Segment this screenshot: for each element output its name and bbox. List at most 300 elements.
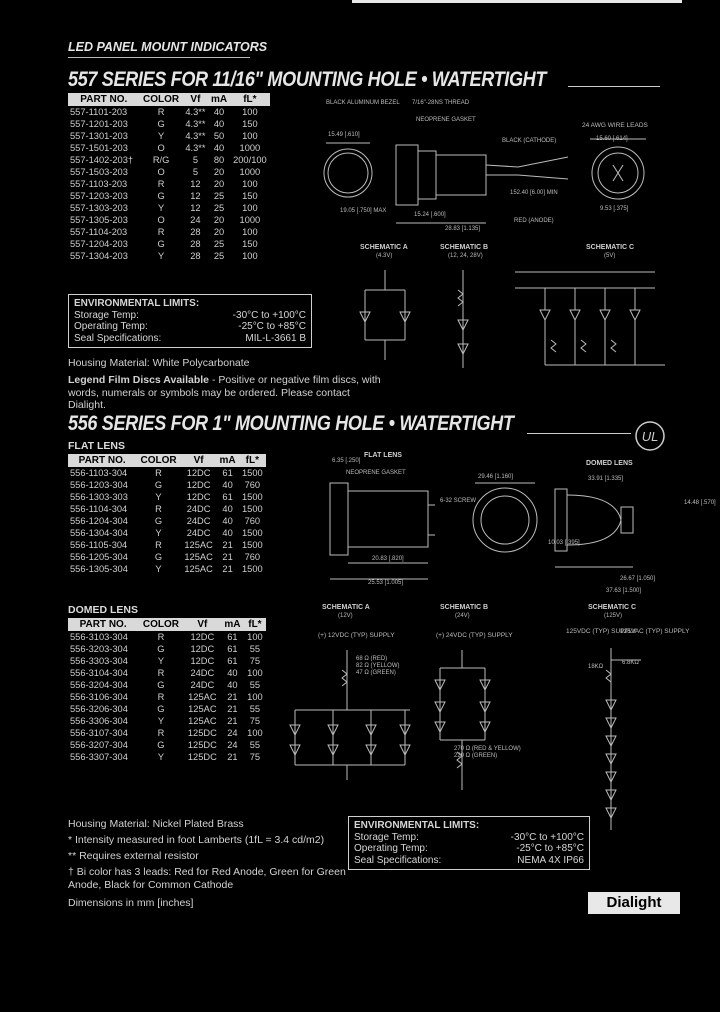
s556-domed-table-cell: 24DC — [190, 668, 215, 678]
s556-domed-table-cell: 556-3207-304 — [70, 740, 128, 750]
s556-domed-table-col-header: mA — [221, 618, 244, 631]
s556-flat-table-row — [68, 515, 266, 527]
env-label: Seal Specifications: — [354, 854, 442, 866]
s557-title-rule — [568, 86, 660, 87]
s557-table-cell: 100 — [242, 203, 258, 213]
s556-domed-table-cell: 556-3103-304 — [70, 632, 128, 642]
env-value: -25°C to +85°C — [516, 843, 584, 854]
s556-flat-table-cell: G — [154, 516, 163, 526]
label-max: 19.05 [.750] MAX — [340, 208, 387, 214]
s557-table-cell: 80 — [213, 155, 225, 165]
label-d2: 29.46 [1.160] — [478, 474, 514, 480]
s556-schematics — [285, 640, 685, 840]
s556-domed-table-row — [68, 703, 266, 715]
s557-table-cell: R — [157, 107, 165, 117]
label-d5: 37.63 [1.500] — [606, 588, 642, 594]
s557-table-cell: O — [157, 215, 165, 225]
s556-domed-table-row — [68, 667, 266, 679]
s556-flat-table-cell: 12DC — [186, 492, 211, 502]
s556-domed-table-row — [68, 691, 266, 703]
s556-flat-table-cell: 125AC — [184, 540, 213, 550]
s557-table-cell: 24 — [190, 215, 201, 225]
s556-domed-table-row — [68, 715, 266, 727]
s556-flat-table-cell: 24DC — [186, 516, 211, 526]
s557-table-cell: Y — [157, 131, 165, 141]
s556-schematic-a-title: SCHEMATIC A — [322, 604, 370, 611]
s556-flat-table-row — [68, 479, 266, 491]
s556-domed-table-row — [68, 727, 266, 739]
label-d8: 6.35 [.250] — [332, 458, 361, 464]
s556-flat-table-cell: 21 — [222, 552, 233, 562]
schematic-a-title: SCHEMATIC A — [360, 244, 408, 251]
s556-domed-table-cell: 55 — [249, 680, 261, 690]
env-label: Operating Temp: — [74, 321, 148, 332]
s557-table-cell: 20 — [213, 215, 225, 225]
domed-lens-label: DOMED LENS — [68, 604, 139, 616]
s556-domed-table-cell: 55 — [249, 644, 261, 654]
env-value: -30°C to +100°C — [232, 309, 306, 321]
s557-table-cell: 28 — [190, 251, 201, 261]
s557-table-col-header: Vf — [183, 93, 209, 106]
s556-flat-table — [68, 454, 266, 575]
s556-flat-table-col-header: COLOR — [136, 454, 180, 467]
s556-domed-table-cell: 556-3203-304 — [70, 644, 128, 654]
label-end1: 15.60 [.614] — [596, 136, 628, 142]
s557-table-cell: 150 — [242, 239, 258, 249]
s556-domed-table-col-header: COLOR — [138, 618, 183, 631]
s557-table-row — [68, 202, 270, 214]
label-gasket-556: NEOPRENE GASKET — [346, 470, 406, 476]
s556-domed-table-cell: 100 — [247, 632, 263, 642]
s556-domed-table-col-header: fL* — [244, 618, 266, 631]
s556-domed-table-cell: G — [157, 740, 165, 750]
s557-table-row — [68, 130, 270, 142]
s557-table-cell: 557-1501-203 — [70, 143, 128, 153]
s557-table-row — [68, 118, 270, 130]
s556-domed-table-cell: 12DC — [190, 656, 215, 666]
label-d4: 33.91 [1.335] — [588, 476, 624, 482]
s557-table-cell: 25 — [213, 239, 225, 249]
s556-flat-table-col-header: fL* — [239, 454, 266, 467]
s556-domed-table — [68, 618, 266, 763]
s557-table-cell: 25 — [213, 203, 225, 213]
s557-table-cell: 20 — [213, 179, 225, 189]
s556-schematic-c-r1: 18KΩ — [588, 664, 604, 670]
s557-table-cell: 557-1301-203 — [70, 131, 128, 141]
s557-title: 557 SERIES FOR 11/16" MOUNTING HOLE • WATERTIGHT — [68, 68, 547, 91]
s556-flat-table-cell: 12DC — [186, 480, 211, 490]
s556-flat-table-cell: 556-1203-304 — [70, 480, 128, 490]
s557-table-row — [68, 142, 270, 154]
env-value: MIL-L-3661 B — [245, 332, 306, 344]
s556-domed-table-cell: 21 — [227, 716, 238, 726]
label-d1: 20.83 [.820] — [372, 556, 404, 562]
schematic-c-title: SCHEMATIC C — [586, 244, 635, 251]
s557-dimension-drawing — [318, 95, 678, 240]
s557-table-cell: 150 — [242, 191, 258, 201]
s556-schematic-a-supply: (+) 12VDC (TYP) SUPPLY — [318, 632, 395, 639]
s556-domed-table-cell: 24 — [227, 740, 238, 750]
footnote-resistor: ** Requires external resistor — [68, 850, 199, 862]
s556-flat-table-col-header: PART NO. — [68, 454, 136, 467]
s556-domed-table-cell: Y — [157, 752, 165, 762]
env-label: Storage Temp: — [354, 831, 419, 843]
schematic-c-sub: (5V) — [604, 253, 616, 259]
s556-domed-table-col-header: Vf — [184, 618, 221, 631]
s557-table-col-header: mA — [208, 93, 229, 106]
s556-flat-table-cell: Y — [155, 564, 162, 574]
s557-table-cell: 557-1305-203 — [70, 215, 128, 225]
s556-domed-table-cell: 556-3106-304 — [70, 692, 128, 702]
s557-table-cell: 557-1104-203 — [70, 227, 128, 237]
s556-flat-table-cell: 24DC — [186, 504, 211, 514]
s557-table-cell: 12 — [190, 191, 201, 201]
s557-table-cell: 28 — [190, 227, 201, 237]
s556-flat-table-cell: Y — [155, 528, 162, 538]
s556-domed-table-cell: 24 — [227, 728, 238, 738]
s556-flat-table-cell: 1500 — [242, 540, 263, 550]
s556-flat-table-cell: 556-1304-304 — [70, 528, 128, 538]
s556-flat-table-cell: Y — [155, 492, 162, 502]
s557-table-cell: 5 — [192, 167, 198, 177]
s556-domed-table-cell: G — [157, 704, 165, 714]
s556-flat-table-cell: G — [154, 480, 163, 490]
s556-domed-table-cell: 556-3206-304 — [70, 704, 128, 714]
s556-flat-table-col-header: mA — [216, 454, 238, 467]
label-d6: 10.03 [.395] — [548, 540, 580, 546]
s556-flat-table-cell: 12DC — [186, 468, 211, 478]
s556-housing: Housing Material: Nickel Plated Brass — [68, 818, 244, 830]
s557-table-cell: 12 — [190, 203, 201, 213]
s556-flat-table-cell: 61 — [222, 468, 233, 478]
s557-table-cell: G — [157, 191, 165, 201]
s556-domed-table-cell: 21 — [227, 692, 238, 702]
s557-table-cell: R — [157, 179, 165, 189]
label-d3: 25.53 [1.005] — [368, 580, 404, 586]
s557-table-cell: 4.3** — [185, 143, 206, 153]
label-red: RED (ANODE) — [514, 218, 554, 224]
s557-table-cell: 557-1201-203 — [70, 119, 128, 129]
s556-domed-table-cell: 556-3204-304 — [70, 680, 128, 690]
top-rule — [352, 0, 682, 3]
label-screw: 6-32 SCREW — [440, 498, 477, 504]
s556-domed-table-cell: 61 — [227, 656, 238, 666]
s556-domed-table-row — [68, 739, 266, 751]
s556-flat-table-cell: R — [155, 540, 162, 550]
s556-domed-table-cell: 556-3107-304 — [70, 728, 128, 738]
label-gasket: NEOPRENE GASKET — [416, 117, 476, 123]
s557-table-cell: O — [157, 143, 165, 153]
s556-domed-table-cell: 125AC — [188, 704, 217, 714]
s556-domed-table-cell: 75 — [249, 752, 261, 762]
legend-bold: Legend Film Discs Available — [68, 374, 210, 386]
s557-table-row — [68, 106, 270, 118]
s557-env-limits — [68, 294, 312, 348]
s557-table-cell: 557-1402-203† — [70, 155, 134, 165]
s556-title-rule — [527, 433, 631, 434]
s556-flat-table-cell: 556-1205-304 — [70, 552, 128, 562]
env-value: -30°C to +100°C — [510, 831, 584, 843]
ul-mark — [634, 420, 666, 452]
s556-domed-table-cell: 100 — [247, 692, 263, 702]
s556-flat-table-cell: 556-1104-304 — [70, 504, 128, 514]
s557-table-row — [68, 238, 270, 250]
s556-domed-table-row — [68, 751, 266, 763]
footnote-bicolor: † Bi color has 3 leads: Red for Red Anode, Green for Green Anode, Black for Common Cathode — [68, 866, 346, 891]
s556-flat-table-cell: R — [155, 504, 162, 514]
env-label: Storage Temp: — [74, 309, 139, 321]
s556-domed-table-cell: 125DC — [187, 728, 217, 738]
s557-table-col-header: COLOR — [140, 93, 183, 106]
s557-table-cell: 25 — [213, 251, 225, 261]
s556-domed-table-cell: 556-3104-304 — [70, 668, 128, 678]
s556-flat-table-row — [68, 503, 266, 515]
s557-table-cell: Y — [157, 251, 165, 261]
label-black: BLACK (CATHODE) — [502, 138, 557, 144]
s557-table-cell: Y — [157, 203, 165, 213]
s557-table-cell: 557-1303-203 — [70, 203, 128, 213]
s556-domed-table-cell: Y — [157, 656, 165, 666]
schematic-b-sub: (12, 24, 28V) — [448, 253, 483, 259]
s556-flat-table-cell: 24DC — [186, 528, 211, 538]
dialight-logo: Dialight — [588, 892, 680, 914]
label-len2: 28.83 [1.135] — [445, 226, 481, 232]
s557-table-row — [68, 166, 270, 178]
s556-flat-table-col-header: Vf — [181, 454, 217, 467]
s556-domed-table-cell: 21 — [227, 704, 238, 714]
s557-table-row — [68, 154, 270, 166]
label-d7: 26.67 [1.050] — [620, 576, 656, 582]
s556-schematic-c-supply-ac: 125VAC (TYP) SUPPLY — [620, 628, 690, 635]
s556-domed-table-col-header: PART NO. — [68, 618, 138, 631]
env-value: -25°C to +85°C — [238, 321, 306, 332]
s557-table-cell: 4.3** — [185, 107, 206, 117]
s556-domed-table-row — [68, 643, 266, 655]
s557-table-cell: 5 — [192, 155, 198, 165]
s557-table-cell: R/G — [152, 155, 170, 165]
s556-flat-table-cell: 1500 — [242, 504, 263, 514]
s556-domed-table-cell: 55 — [249, 704, 261, 714]
env-value: NEMA 4X IP66 — [517, 854, 584, 866]
s557-table-cell: 557-1304-203 — [70, 251, 128, 261]
s556-flat-table-cell: 61 — [222, 492, 233, 502]
category-underline — [68, 57, 250, 58]
s557-table-cell: 557-1204-203 — [70, 239, 128, 249]
s557-table-cell: 100 — [242, 179, 258, 189]
env-title: ENVIRONMENTAL LIMITS: — [74, 298, 200, 309]
s557-table-cell: 1000 — [239, 167, 261, 177]
s557-table-cell: 1000 — [239, 215, 261, 225]
s556-domed-table-cell: 12DC — [190, 632, 215, 642]
s556-flat-table-cell: 1500 — [242, 468, 263, 478]
s557-table-cell: 40 — [213, 119, 225, 129]
s556-domed-table-cell: 556-3306-304 — [70, 716, 128, 726]
s556-domed-table-cell: 125DC — [187, 752, 217, 762]
s556-flat-table-cell: 556-1303-303 — [70, 492, 128, 502]
s556-domed-table-cell: 12DC — [190, 644, 215, 654]
flat-lens-label: FLAT LENS — [68, 440, 125, 452]
s556-flat-table-cell: 556-1204-304 — [70, 516, 128, 526]
s557-table-row — [68, 190, 270, 202]
env-label: Operating Temp: — [354, 843, 428, 854]
label-d9: 14.48 [.570] — [684, 500, 716, 506]
s557-table-cell: 557-1101-203 — [70, 107, 128, 117]
s556-schematic-c-r2: 6.8KΩ — [622, 660, 639, 666]
s556-domed-table-cell: 24DC — [190, 680, 215, 690]
s557-table-cell: 100 — [242, 251, 258, 261]
s556-flat-table-cell: 40 — [222, 504, 233, 514]
s556-flat-table-cell: 1500 — [242, 492, 263, 502]
s557-table-row — [68, 250, 270, 262]
s556-flat-table-cell: 125AC — [184, 564, 213, 574]
s557-table-row — [68, 178, 270, 190]
s556-flat-table-cell: 760 — [244, 516, 261, 526]
label-len1: 15.24 [.600] — [414, 212, 446, 218]
s556-schematic-b-supply: (+) 24VDC (TYP) SUPPLY — [436, 632, 513, 639]
s557-table-cell: 150 — [242, 119, 258, 129]
s556-domed-table-cell: 40 — [227, 668, 238, 678]
label-awg: 24 AWG WIRE LEADS — [582, 122, 648, 129]
schematic-b-title: SCHEMATIC B — [440, 244, 489, 251]
s556-domed-table-cell: 125DC — [187, 740, 217, 750]
s556-flat-table-cell: 40 — [222, 528, 233, 538]
label-end2: 9.53 [.375] — [600, 206, 629, 212]
s556-schematic-c-title: SCHEMATIC C — [588, 604, 637, 611]
s557-table-row — [68, 214, 270, 226]
s557-table-cell: G — [157, 119, 165, 129]
s556-flat-table-row — [68, 491, 266, 503]
s556-domed-table-cell: G — [157, 680, 165, 690]
s557-table-col-header: fL* — [230, 93, 270, 106]
s556-title: 556 SERIES FOR 1" MOUNTING HOLE • WATERTIGHT — [68, 412, 514, 435]
s556-flat-table-cell: 21 — [222, 564, 233, 574]
s556-flat-table-cell: 1500 — [242, 528, 263, 538]
s556-flat-table-cell: G — [154, 552, 163, 562]
s556-flat-table-row — [68, 539, 266, 551]
s557-table-cell: 4.3** — [185, 131, 206, 141]
s556-domed-table-cell: 61 — [227, 644, 238, 654]
s557-parts-table — [68, 93, 270, 262]
s556-schematic-a-res: 68 Ω (RED) 82 Ω (YELLOW) 47 Ω (GREEN) — [356, 656, 400, 676]
footnote-dimensions: Dimensions in mm [inches] — [68, 897, 194, 909]
s556-flat-table-cell: 556-1105-304 — [70, 540, 128, 550]
s556-schematic-c-sub: (125V) — [604, 613, 623, 619]
s557-legend-note — [68, 374, 388, 412]
s557-table-cell: 40 — [213, 107, 225, 117]
s557-table-cell: 1000 — [239, 143, 261, 153]
s556-domed-table-cell: R — [157, 632, 165, 642]
s556-domed-table-cell: Y — [157, 716, 165, 726]
s556-domed-table-cell: 556-3307-304 — [70, 752, 128, 762]
s556-flat-table-row — [68, 527, 266, 539]
s556-domed-table-cell: 40 — [227, 680, 238, 690]
s557-table-cell: 100 — [242, 131, 258, 141]
label-dia: 15.49 [.610] — [328, 132, 360, 138]
s557-table-cell: 4.3** — [185, 119, 206, 129]
drawing-domed-label: DOMED LENS — [586, 460, 633, 467]
s557-table-cell: 28 — [190, 239, 201, 249]
ul-mark-text: UL — [641, 429, 659, 444]
s556-flat-table-cell: 1500 — [242, 564, 263, 574]
s556-flat-table-cell: R — [155, 468, 162, 478]
s556-domed-table-cell: 100 — [247, 668, 263, 678]
s556-domed-table-cell: R — [157, 668, 165, 678]
s556-flat-table-cell: 760 — [244, 552, 261, 562]
s557-table-row — [68, 226, 270, 238]
env-label: Seal Specifications: — [74, 332, 162, 344]
s556-flat-table-row — [68, 563, 266, 575]
s557-table-cell: 100 — [242, 107, 258, 117]
s556-flat-table-cell: 556-1305-304 — [70, 564, 128, 574]
s556-domed-table-cell: 125AC — [188, 692, 217, 702]
s557-table-cell: O — [157, 167, 165, 177]
label-min: 152.40 [6.00] MIN — [510, 190, 558, 196]
s557-table-cell: 12 — [190, 179, 201, 189]
s557-table-cell: 557-1503-203 — [70, 167, 128, 177]
legend-text: - Positive or negative film discs, with words, numerals or symbols may be ordered. Please contact Dialight. — [68, 374, 381, 411]
s556-flat-table-cell: 21 — [222, 540, 233, 550]
s556-flat-table-cell: 125AC — [184, 552, 213, 562]
s556-domed-table-cell: 556-3303-304 — [70, 656, 128, 666]
s557-table-cell: 25 — [213, 191, 225, 201]
s557-table-cell: 50 — [213, 131, 225, 141]
s556-schematic-c-supply-dc: 125VDC (TYP) SUPPLY — [566, 628, 637, 635]
category-header: LED PANEL MOUNT INDICATORS — [68, 40, 268, 54]
s556-flat-table-cell: 40 — [222, 480, 233, 490]
s556-flat-table-cell: 40 — [222, 516, 233, 526]
s556-schematic-a-sub: (12V) — [338, 613, 353, 619]
s556-domed-table-cell: G — [157, 644, 165, 654]
s556-domed-table-cell: 55 — [249, 740, 261, 750]
s556-domed-table-row — [68, 679, 266, 691]
s557-table-cell: 100 — [242, 227, 258, 237]
s557-table-col-header: PART NO. — [68, 93, 140, 106]
s557-table-cell: 40 — [213, 143, 225, 153]
s556-domed-table-cell: 75 — [249, 716, 261, 726]
footnote-intensity: * Intensity measured in foot Lamberts (1fL = 3.4 cd/m2) — [68, 834, 325, 846]
s556-flat-table-row — [68, 467, 266, 479]
s556-domed-table-cell: R — [157, 728, 165, 738]
s557-table-cell: 557-1203-203 — [70, 191, 128, 201]
s556-domed-table-cell: 61 — [227, 632, 238, 642]
s556-env-limits — [348, 816, 590, 870]
s557-table-cell: 20 — [213, 167, 225, 177]
s557-schematics — [355, 260, 685, 380]
s556-domed-table-cell: 100 — [247, 728, 263, 738]
s556-domed-table-row — [68, 655, 266, 667]
s556-schematic-b-sub: (24V) — [455, 613, 470, 619]
label-bezel: BLACK ALUMINUM BEZEL — [326, 100, 400, 106]
s556-schematic-b-title: SCHEMATIC B — [440, 604, 489, 611]
s556-domed-table-row — [68, 631, 266, 643]
s557-table-cell: R — [157, 227, 165, 237]
s556-schematic-b-res: 270 Ω (RED & YELLOW) 220 Ω (GREEN) — [454, 746, 521, 759]
label-thread: 7/16"-28NS THREAD — [412, 100, 470, 106]
env-title: ENVIRONMENTAL LIMITS: — [354, 820, 480, 831]
s556-domed-table-cell: R — [157, 692, 165, 702]
s556-flat-table-row — [68, 551, 266, 563]
s557-table-cell: 557-1103-203 — [70, 179, 128, 189]
s556-domed-table-cell: 125AC — [188, 716, 217, 726]
s556-flat-table-cell: 760 — [244, 480, 261, 490]
s557-table-cell: 200/100 — [233, 155, 267, 165]
s557-table-cell: G — [157, 239, 165, 249]
s557-housing: Housing Material: White Polycarbonate — [68, 357, 250, 369]
schematic-a-sub: (4.3V) — [376, 253, 393, 259]
s556-domed-table-cell: 21 — [227, 752, 238, 762]
s556-flat-table-cell: 556-1103-304 — [70, 468, 128, 478]
drawing-flat-label: FLAT LENS — [364, 452, 402, 459]
